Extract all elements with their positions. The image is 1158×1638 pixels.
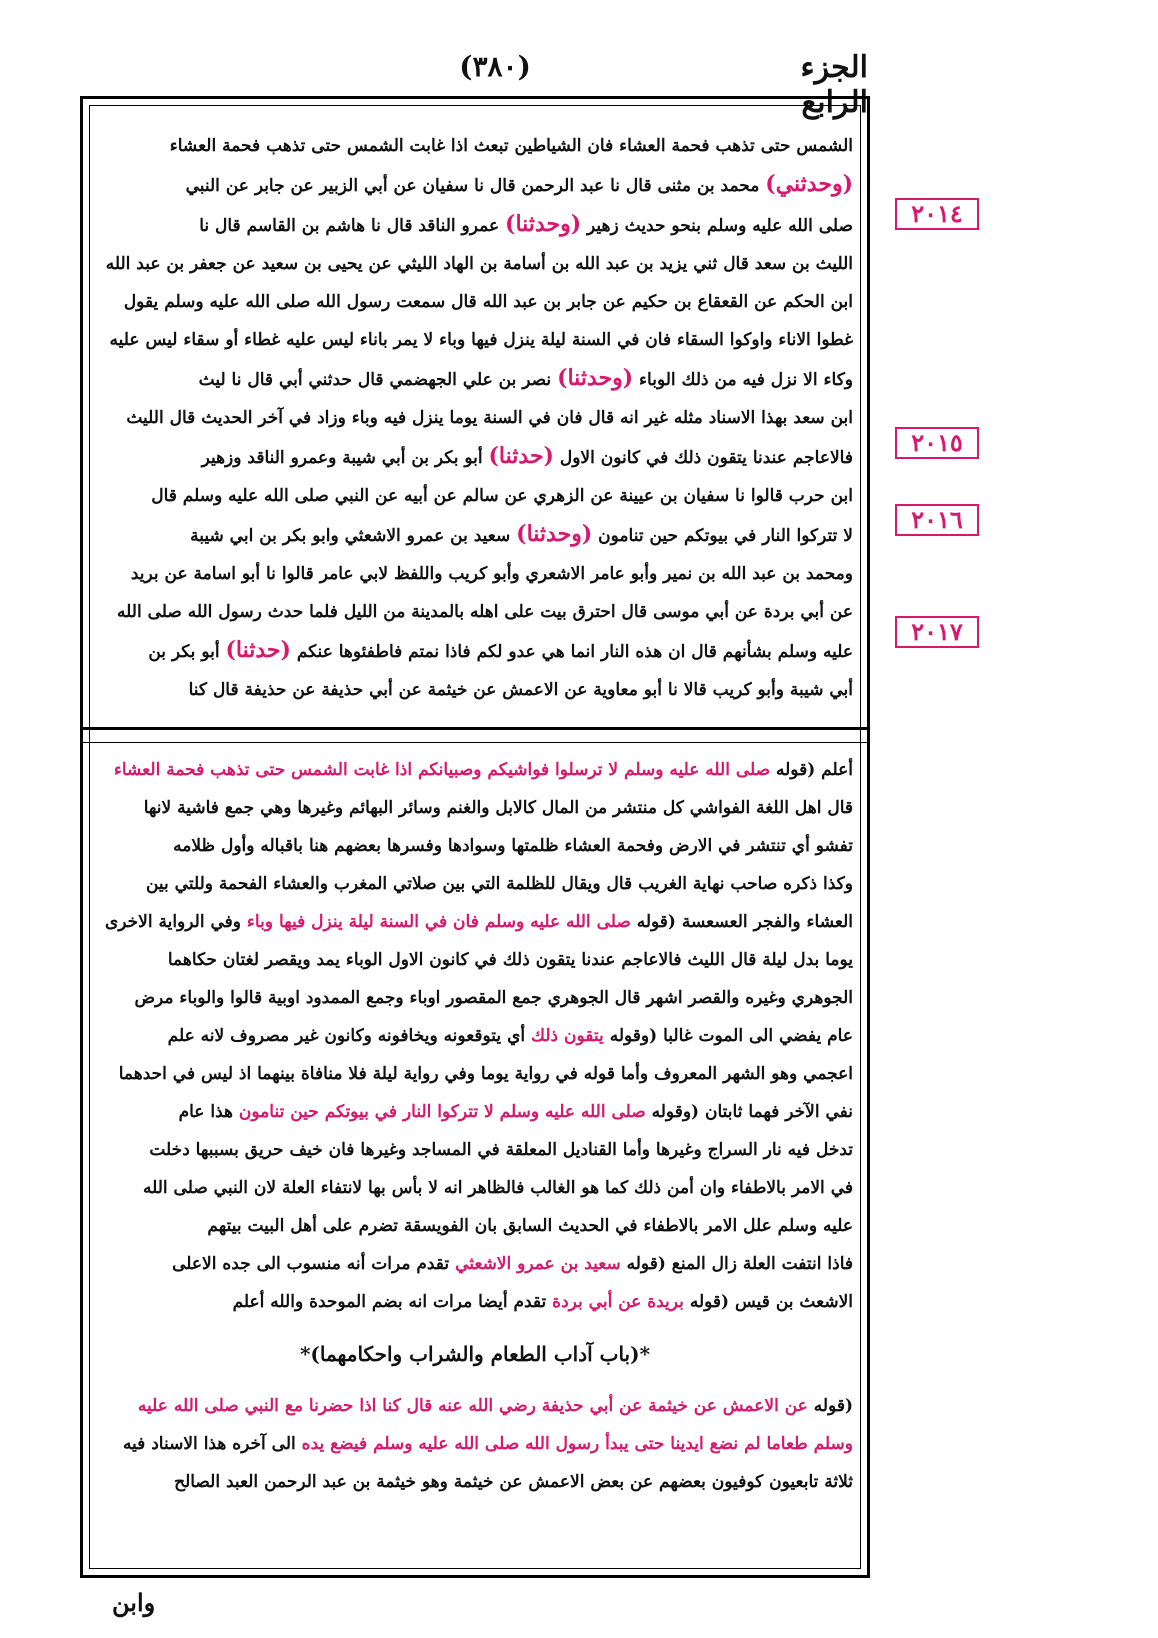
text-segment: صلى الله عليه وسلم بنحو حديث زهير bbox=[587, 216, 853, 236]
quoted-phrase: عن الاعمش عن خيثمة عن أبي حذيفة رضي الله عنه قال كنا اذا حضرنا مع النبي صلى الله عليه bbox=[137, 1396, 808, 1416]
text-line bbox=[97, 1245, 853, 1283]
text-line bbox=[97, 1283, 853, 1321]
text-line: تفشو أي تنتشر في الارض وفحمة العشاء ظلمتها وسوادها وفسرها بعضهم هنا باقباله وأول ظلامه bbox=[173, 836, 853, 856]
quoted-phrase: صلى الله عليه وسلم لا ترسلوا فواشيكم وصبيانكم اذا غابت الشمس حتى تذهب فحمة العشاء bbox=[113, 760, 771, 780]
text-segment: العشاء والفجر العسعسة (قوله bbox=[636, 912, 853, 932]
text-line: وكذا ذكره صاحب نهاية الغريب قال ويقال للظلمة التي بين صلاتي المغرب والعشاء الفحمة وللتي بين bbox=[145, 874, 853, 894]
hadith-text-block bbox=[97, 127, 853, 727]
text-segment: (قوله bbox=[813, 1396, 853, 1416]
text-segment: عليه وسلم بشأنهم قال ان هذه النار انما هي عدو لكم فاذا نمتم فاطفئوها عنكم bbox=[296, 642, 853, 662]
text-segment: (وقوله bbox=[651, 1102, 700, 1122]
text-segment: تقدم أيضا مرات انه بضم الموحدة والله أعلم bbox=[232, 1292, 547, 1312]
text-line: ابن سعد بهذا الاسناد مثله غير انه قال فان في السنة يوما ينزل فيه وباء وزاد في آخر الحديث قال الليث bbox=[126, 408, 853, 428]
text-line: ابن حرب قالوا نا سفيان بن عيينة عن الزهري عن سالم عن أبيه عن النبي صلى الله عليه وسلم قال bbox=[151, 486, 853, 506]
text-line bbox=[97, 903, 853, 941]
text-line: يوما بدل ليلة قال الليث فالاعاجم عندنا يتقون ذلك في كانون الاول الوباء يمد ويقصر لغتان حكاهما bbox=[167, 950, 853, 970]
text-segment: وفي الرواية الاخرى bbox=[104, 912, 241, 932]
text-line: في الامر بالاطفاء وان أمن ذلك كما هو الغالب فالظاهر انه لا بأس بها لانتفاء العلة لان النبي صلى الله bbox=[142, 1178, 853, 1198]
quoted-phrase: يتقون ذلك bbox=[531, 1026, 604, 1046]
text-line bbox=[97, 631, 853, 671]
text-line: الجوهري وغيره والقصر اشهر قال الجوهري جمع المقصور اوباء وجمع الممدود اوبية قالوا والوباء مرض bbox=[134, 988, 853, 1008]
text-segment: نصر بن علي الجهضمي قال حدثني أبي قال نا ليث bbox=[198, 370, 552, 390]
text-line: ثلاثة تابعيون كوفيون بعضهم عن بعض الاعمش عن خيثمة وهو خيثمة بن عبد الرحمن العبد الصالح bbox=[174, 1472, 853, 1492]
text-segment: أبو بكر بن أبي شيبة وعمرو الناقد وزهير bbox=[201, 448, 483, 468]
text-line: ومحمد بن عبد الله بن نمير وأبو عامر الاشعري وأبو كريب واللفظ لابي عامر قالوا نا أبو اسامة عن بريد bbox=[130, 564, 853, 584]
text-line bbox=[97, 165, 853, 205]
text-segment: هذا عام bbox=[178, 1102, 233, 1122]
hadith-number-marker: ٢٠١٧ bbox=[895, 616, 979, 648]
text-line: عن أبي بردة عن أبي موسى قال احترق بيت على اهله بالمدينة من الليل فلما حدث رسول الله صلى الله bbox=[117, 602, 853, 622]
page-number: (٣٨٠) bbox=[459, 50, 531, 83]
narration-keyword: (وحدثنا) bbox=[505, 211, 582, 237]
narration-keyword: (حدثنا) bbox=[488, 443, 554, 469]
text-segment: فاذا انتفت العلة زال المنع (قوله bbox=[626, 1254, 853, 1274]
text-line: قال اهل اللغة الفواشي كل منتشر من المال كالابل والغنم وسائر البهائم وغيرها وهي جمع فاشية لانها bbox=[143, 798, 853, 818]
text-segment: أبو بكر بن bbox=[148, 642, 220, 662]
hadith-number-marker: ٢٠١٦ bbox=[895, 504, 979, 536]
text-line bbox=[97, 1425, 853, 1463]
narration-keyword: (حدثنا) bbox=[225, 637, 291, 663]
text-line: غطوا الاناء واوكوا السقاء فان في السنة ليلة ينزل فيها وباء لا يمر باناء ليس عليه غطاء أو سقاء ليس عليه bbox=[109, 330, 853, 350]
text-line bbox=[97, 205, 853, 245]
narration-keyword: (وحدثنا) bbox=[557, 365, 634, 391]
text-line: أبي شيبة وأبو كريب قالا نا أبو معاوية عن الاعمش عن خيثمة عن أبي حذيفة عن حذيفة قال كنا bbox=[188, 680, 853, 700]
text-segment: أعلم (قوله bbox=[776, 760, 853, 780]
text-line bbox=[97, 437, 853, 477]
chapter-heading: *(باب آداب الطعام والشراب واحكامهما)* bbox=[299, 1342, 651, 1366]
text-line bbox=[97, 359, 853, 399]
text-segment: نفي الآخر فهما ثابتان bbox=[705, 1102, 853, 1122]
text-line bbox=[97, 751, 853, 789]
text-line: الليث بن سعد قال ثني يزيد بن عبد الله بن أسامة بن الهاد الليثي عن يحيى بن سعيد عن جعفر بن عبد الله bbox=[105, 254, 853, 274]
quoted-phrase: وسلم طعاما لم نضع ايدينا حتى يبدأ رسول الله صلى الله عليه وسلم فيضع يده bbox=[301, 1434, 853, 1454]
text-segment: عام يفضي الى الموت غالبا (وقوله bbox=[609, 1026, 853, 1046]
text-segment: وكاء الا نزل فيه من ذلك الوباء bbox=[639, 370, 853, 390]
commentary-text-block bbox=[97, 751, 853, 1551]
part-title: الجزء الرابع bbox=[800, 50, 868, 120]
text-segment: عمرو الناقد قال نا هاشم بن القاسم قال نا bbox=[199, 216, 500, 236]
text-segment: لا تتركوا النار في بيوتكم حين تنامون bbox=[598, 526, 853, 546]
hadith-number-marker: ٢٠١٥ bbox=[895, 427, 979, 459]
quoted-phrase: صلى الله عليه وسلم لا تتركوا النار في بيوتكم حين تنامون bbox=[238, 1102, 646, 1122]
text-line: اعجمي وهو الشهر المعروف وأما قوله في رواية يوما وفي رواية ليلة فلا منافاة بينهما اذ ليس في احدهما bbox=[118, 1064, 853, 1084]
text-line bbox=[97, 1093, 853, 1131]
text-segment: محمد بن مثنى قال نا عبد الرحمن قال نا سفيان عن أبي الزبير عن جابر عن النبي bbox=[185, 176, 760, 196]
quoted-phrase: بريدة عن أبي بردة bbox=[552, 1292, 684, 1312]
section-divider bbox=[83, 727, 867, 743]
text-line bbox=[97, 1387, 853, 1425]
text-line: تدخل فيه نار السراج وغيرها وأما القناديل المعلقة في المساجد وغيرها فان خيف حريق بسببها دخلت bbox=[149, 1140, 853, 1160]
quoted-phrase: سعيد بن عمرو الاشعثي bbox=[455, 1254, 621, 1274]
text-segment: الاشعث بن قيس (قوله bbox=[689, 1292, 853, 1312]
text-segment: فالاعاجم عندنا يتقون ذلك في كانون الاول bbox=[559, 448, 853, 468]
quoted-phrase: صلى الله عليه وسلم فان في السنة ليلة ينزل فيها وباء bbox=[246, 912, 631, 932]
text-segment: تقدم مرات أنه منسوب الى جده الاعلى bbox=[172, 1254, 450, 1274]
catchword: وابن bbox=[112, 1588, 156, 1617]
narration-keyword: (وحدثني) bbox=[765, 171, 853, 197]
text-segment: سعيد بن عمرو الاشعثي وابو بكر بن ابي شيبة bbox=[190, 526, 511, 546]
text-line: عليه وسلم علل الامر بالاطفاء في الحديث السابق بان الفويسقة تضرم على أهل البيت بيتهم bbox=[207, 1216, 853, 1236]
text-segment: أي يتوقعونه ويخافونه وكانون غير مصروف لانه علم bbox=[167, 1026, 526, 1046]
hadith-number-marker: ٢٠١٤ bbox=[895, 198, 979, 230]
text-line bbox=[97, 515, 853, 555]
page-frame bbox=[80, 96, 870, 1578]
text-line: الشمس حتى تذهب فحمة العشاء فان الشياطين تبعث اذا غابت الشمس حتى تذهب فحمة العشاء bbox=[169, 136, 853, 156]
text-line: ابن الحكم عن القعقاع بن حكيم عن جابر بن عبد الله قال سمعت رسول الله صلى الله عليه وسلم يقول bbox=[123, 292, 853, 312]
narration-keyword: (وحدثنا) bbox=[516, 521, 593, 547]
text-line bbox=[97, 1017, 853, 1055]
text-segment: الى آخره هذا الاسناد فيه bbox=[122, 1434, 296, 1454]
